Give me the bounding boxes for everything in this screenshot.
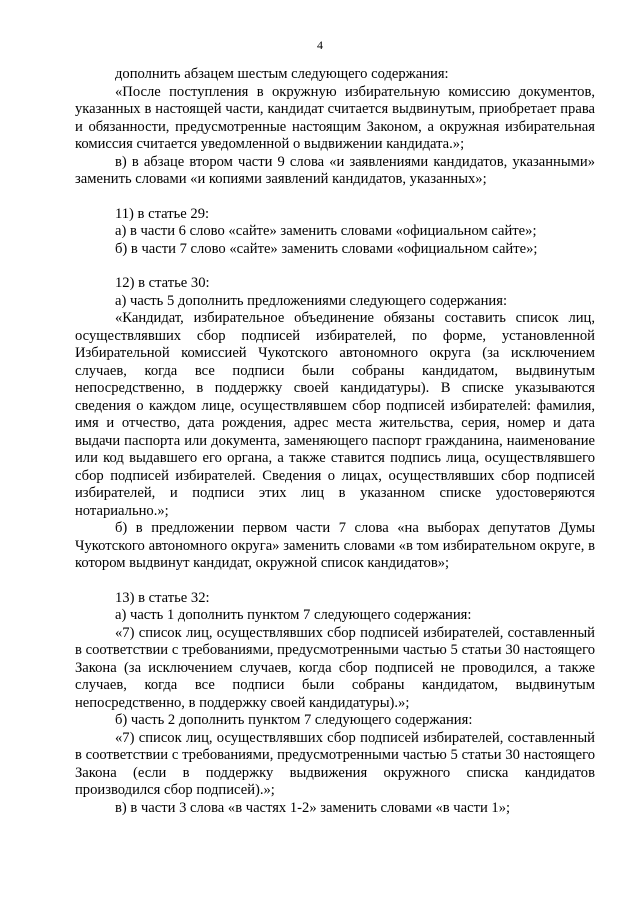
section-heading: 11) в статье 29:: [115, 205, 210, 222]
paragraph: б) в предложении первом части 7 слова «на выборах депутатов Думы Чукотского автономного округа» заменить словами «в том избирательном округе, в котором выдвинут кандидат, окружной список кандидатов»;: [75, 520, 595, 571]
paragraph: а) часть 1 дополнить пунктом 7 следующего содержания:: [115, 607, 472, 623]
paragraph: а) в части 6 слово «сайте» заменить словами «официальном сайте»;: [115, 223, 537, 239]
paragraph: «Кандидат, избирательное объединение обязаны составить список лиц, осуществлявших сбор подписей избирателей, по форме, установленной Избирательной комиссией Чукотского автономного округа (за исключением случаев, когда все подписи были собраны кандидатом, выдвинутым непосредственно, в поддержку своей кандидатуры). В списке указываются сведения о каждом лице, осуществлявшем сбор подписей избирателей: фамилия, имя и отчество, дата рождения, адрес места жительства, серия, номер и дата выдачи паспорта или документа, заменяющего паспорт гражданина, наименование или код выдавшего его органа, а также ставится подпись лица, осуществлявшего сбор подписей избирателей. Сведения о лицах, осуществлявших сбор подписей избирателей, и подписи этих лиц в указанном списке удостоверяются нотариально.»;: [75, 310, 595, 519]
section-heading: 13) в статье 32:: [115, 589, 210, 606]
paragraph: в) в абзаце втором части 9 слова «и заявлениями кандидатов, указанными» заменить словами «и копиями заявлений кандидатов, указанных»;: [75, 153, 595, 187]
document-body: [75, 66, 595, 817]
paragraph: б) часть 2 дополнить пунктом 7 следующего содержания:: [115, 712, 473, 728]
section-heading: 12) в статье 30:: [115, 275, 210, 291]
paragraph: «После поступления в окружную избирательную комиссию документов, указанных в настоящей части, кандидат считается выдвинутым, приобретает права и обязанности, предусмотренные настоящим Законом, а окружная избирательная комиссия считается уведомленной о выдвижении кандидата.»;: [75, 83, 595, 152]
paragraph: б) в части 7 слово «сайте» заменить словами «официальном сайте»;: [115, 240, 538, 257]
page-number: 4: [317, 38, 323, 52]
paragraph: дополнить абзацем шестым следующего содержания:: [115, 66, 449, 82]
paragraph: «7) список лиц, осуществлявших сбор подписей избирателей, составленный в соответствии с требованиями, предусмотренными частью 5 статьи 30 настоящего Закона (за исключением случаев, когда сбор подписей не проводился, а также случаев, когда все подписи были собраны кандидатом, выдвинутым непосредственно, в поддержку своей кандидатуры).»;: [75, 624, 595, 711]
paragraph: в) в части 3 слова «в частях 1-2» заменить словами «в части 1»;: [115, 799, 511, 816]
paragraph: «7) список лиц, осуществлявших сбор подписей избирателей, составленный в соответствии с требованиями, предусмотренными частью 5 статьи 30 настоящего Закона (если в поддержку выдвижения окружного списка кандидатов производился сбор подписей).»;: [75, 729, 595, 798]
paragraph: а) часть 5 дополнить предложениями следующего содержания:: [115, 292, 508, 309]
